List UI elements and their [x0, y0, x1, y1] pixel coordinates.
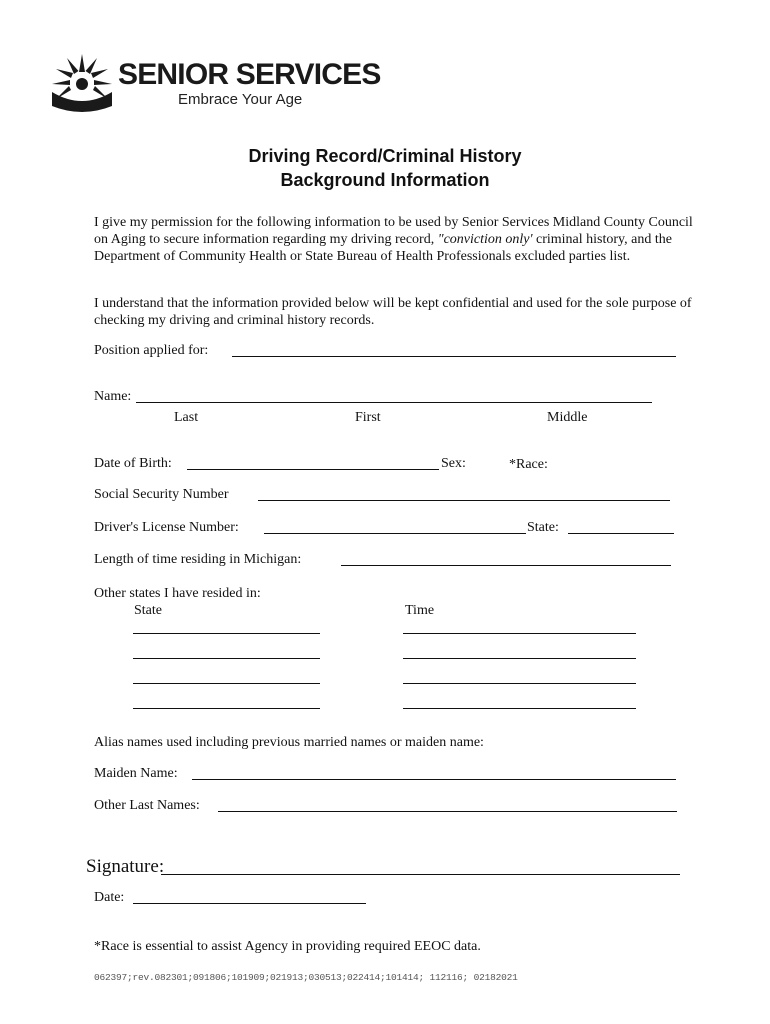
license-field[interactable] [264, 518, 526, 534]
name-field[interactable] [136, 387, 652, 403]
permission-text-a: I give my permission for the following information to be used by Senior Services Midland County Council on Aging to secure information regarding my driving record, [94, 215, 693, 247]
license-state-field[interactable] [568, 518, 674, 534]
state-field-2[interactable] [133, 645, 320, 659]
signature-label: Signature: [86, 856, 165, 877]
date-label: Date: [94, 890, 125, 905]
ssn-label: Social Security Number [94, 487, 229, 502]
other-last-names-label: Other Last Names: [94, 798, 200, 813]
license-state-label: State: [527, 520, 559, 535]
permission-paragraph [94, 214, 694, 265]
name-first-label: First [355, 410, 381, 425]
page-subtitle: Background Information [280, 170, 490, 190]
org-tagline: Embrace Your Age [178, 91, 303, 108]
residence-label: Length of time residing in Michigan: [94, 552, 302, 567]
page-title: Driving Record/Criminal History [248, 146, 522, 166]
sunburst-logo-icon [50, 50, 114, 114]
confidential-paragraph: I understand that the information provided below will be kept confidential and used for the sole purpose of checking my driving and criminal history records. [94, 296, 692, 328]
state-field-3[interactable] [133, 670, 320, 684]
license-label: Driver's License Number: [94, 520, 239, 535]
state-field-4[interactable] [133, 695, 320, 709]
state-column-header: State [134, 603, 162, 618]
residence-field[interactable] [341, 550, 671, 566]
name-last-label: Last [174, 410, 199, 425]
dob-label: Date of Birth: [94, 456, 172, 471]
time-field-4[interactable] [403, 695, 636, 709]
revision-codes: 062397;rev.082301;091806;101909;021913;030513;022414;101414; 112116; 02182021 [94, 972, 518, 983]
other-last-names-field[interactable] [218, 796, 677, 812]
name-label: Name: [94, 389, 132, 404]
signature-field[interactable] [161, 856, 680, 875]
state-field-1[interactable] [133, 620, 320, 634]
ssn-field[interactable] [258, 485, 670, 501]
race-footnote: *Race is essential to assist Agency in providing required EEOC data. [94, 939, 481, 954]
sex-label: Sex: [441, 456, 466, 471]
other-states-label: Other states I have resided in: [94, 586, 261, 601]
maiden-name-field[interactable] [192, 764, 676, 780]
date-field[interactable] [133, 888, 366, 904]
maiden-name-label: Maiden Name: [94, 766, 178, 781]
position-field[interactable] [232, 341, 676, 357]
position-label: Position applied for: [94, 343, 209, 358]
permission-text-italic: "conviction only' [437, 232, 533, 247]
time-field-2[interactable] [403, 645, 636, 659]
time-column-header: Time [405, 603, 435, 618]
race-field[interactable] [556, 452, 666, 470]
org-name: SENIOR SERVICES [118, 58, 381, 91]
race-label: *Race: [509, 457, 548, 472]
time-field-3[interactable] [403, 670, 636, 684]
dob-field[interactable] [187, 454, 439, 470]
alias-label: Alias names used including previous married names or maiden name: [94, 735, 484, 750]
permission-text-b: criminal history, and the Department of Community Health or State Bureau of Health Professionals excluded parties list. [94, 232, 672, 264]
name-middle-label: Middle [547, 410, 588, 425]
sex-field[interactable] [474, 452, 504, 470]
time-field-1[interactable] [403, 620, 636, 634]
